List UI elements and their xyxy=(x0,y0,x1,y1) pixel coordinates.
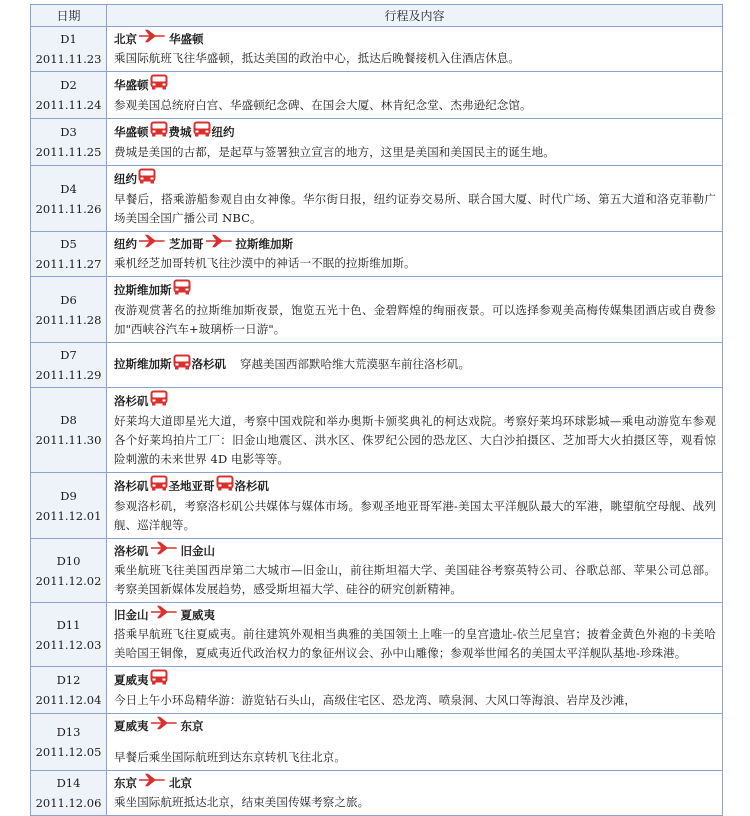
day-description: 早餐后，搭乘游船参观自由女神像。华尔街日报，纽约证券交易所、联合国大厦、时代广场、第五大道和洛克菲勒广场美国全国广播公司 NBC。 xyxy=(114,192,716,225)
city-name: 洛杉矶 xyxy=(114,543,149,558)
route-line xyxy=(114,475,716,497)
bus-icon xyxy=(150,475,168,497)
day-content-cell xyxy=(107,343,723,388)
plane-icon xyxy=(138,29,168,49)
city-name: 旧金山 xyxy=(114,607,149,622)
city-name: 洛杉矶 xyxy=(114,478,149,493)
city-name: 夏威夷 xyxy=(114,672,149,687)
trip-date: 2011.12.05 xyxy=(35,745,102,759)
trip-date: 2011.11.25 xyxy=(35,145,102,159)
content-header: 行程及内容 xyxy=(107,5,723,27)
day-number: D13 xyxy=(56,725,81,739)
bus-icon xyxy=(150,74,168,96)
day-date-cell xyxy=(31,388,107,473)
bus-icon xyxy=(173,354,191,376)
city-name: 纽约 xyxy=(114,171,137,186)
day-date-cell xyxy=(31,667,107,714)
itinerary-row xyxy=(31,27,723,72)
city-name: 夏威夷 xyxy=(114,718,149,733)
trip-date: 2011.12.01 xyxy=(35,508,102,523)
itinerary-row xyxy=(31,714,723,771)
itinerary-row xyxy=(31,232,723,277)
plane-icon xyxy=(138,773,168,793)
date-header: 日期 xyxy=(31,5,107,27)
day-number: D12 xyxy=(56,673,81,687)
route-line xyxy=(114,279,716,301)
bus-icon xyxy=(150,121,168,143)
bus-icon xyxy=(150,669,168,691)
plane-icon xyxy=(205,234,235,254)
city-name: 北京 xyxy=(114,31,137,46)
trip-date: 2011.12.04 xyxy=(35,693,102,707)
day-number: D9 xyxy=(60,488,77,503)
itinerary-row xyxy=(31,473,723,539)
bus-icon xyxy=(150,390,168,412)
bus-icon xyxy=(193,121,211,143)
day-date-cell xyxy=(31,539,107,603)
city-name: 东京 xyxy=(114,775,137,790)
trip-date: 2011.11.24 xyxy=(35,98,102,112)
day-date-cell xyxy=(31,603,107,667)
day-date-cell xyxy=(31,714,107,771)
day-content-cell xyxy=(107,166,723,232)
plane-icon xyxy=(150,541,180,561)
itinerary-row xyxy=(31,388,723,473)
day-number: D2 xyxy=(60,78,77,92)
trip-date: 2011.11.30 xyxy=(35,433,102,447)
itinerary-row xyxy=(31,603,723,667)
itinerary-row xyxy=(31,539,723,603)
plane-icon xyxy=(150,605,180,625)
day-content-cell xyxy=(107,667,723,714)
trip-date: 2011.11.26 xyxy=(35,201,102,216)
trip-date: 2011.12.03 xyxy=(35,637,102,652)
day-description: 参观美国总统府白宫、华盛顿纪念碑、在国会大厦、林肯纪念堂、杰弗逊纪念馆。 xyxy=(114,98,532,112)
itinerary-row xyxy=(31,343,723,388)
city-name: 洛杉矶 xyxy=(191,357,226,371)
day-number: D14 xyxy=(56,776,81,790)
bus-icon xyxy=(138,168,156,190)
day-number: D4 xyxy=(60,181,77,196)
trip-date: 2011.11.23 xyxy=(35,52,102,66)
city-name: 拉斯维加斯 xyxy=(114,282,172,297)
plane-icon xyxy=(138,234,168,254)
header-row xyxy=(31,5,723,27)
day-number: D10 xyxy=(56,553,81,568)
city-name: 北京 xyxy=(169,775,192,790)
day-number: D11 xyxy=(56,617,81,632)
day-description: 乘坐航班飞往美国西岸第二大城市—旧金山，前往斯坦福大学、美国硅谷考察英特公司、谷歌总部、苹果公司总部。考察美国新媒体发展趋势，感受斯坦福大学、硅谷的研究创新精神。 xyxy=(114,563,716,596)
city-name: 洛杉矶 xyxy=(114,393,149,408)
day-number: D1 xyxy=(60,32,77,46)
day-date-cell xyxy=(31,166,107,232)
day-description: 夜游观赏著名的拉斯维加斯夜景，饱览五光十色、金碧辉煌的绚丽夜景。可以选择参观美高梅传媒集团酒店或自费参加"西峡谷汽车+玻璃桥一日游"。 xyxy=(114,303,716,336)
bus-icon xyxy=(216,475,234,497)
day-content-cell xyxy=(107,72,723,119)
day-number: D6 xyxy=(60,292,77,307)
city-name: 旧金山 xyxy=(180,543,215,558)
itinerary-row xyxy=(31,119,723,166)
route-line xyxy=(114,29,716,49)
day-content-cell xyxy=(107,27,723,72)
city-name: 东京 xyxy=(180,718,204,733)
city-name: 夏威夷 xyxy=(180,607,215,622)
city-name: 华盛顿 xyxy=(169,31,204,46)
trip-date: 2011.11.28 xyxy=(35,312,102,327)
day-number: D8 xyxy=(60,413,77,427)
day-description: 费城是美国的古都，是起草与签署独立宣言的地方，这里是美国和美国民主的诞生地。 xyxy=(114,145,555,159)
trip-date: 2011.12.06 xyxy=(35,796,102,810)
day-number: D5 xyxy=(60,237,77,251)
city-name: 纽约 xyxy=(114,236,137,251)
day-date-cell xyxy=(31,343,107,388)
city-name: 拉斯维加斯 xyxy=(235,236,293,251)
route-line xyxy=(114,605,716,625)
day-description: 乘机经芝加哥转机飞往沙漠中的神话一不眠的拉斯维加斯。 xyxy=(114,256,416,270)
itinerary-row xyxy=(31,166,723,232)
day-description: 好莱坞大道即星光大道，考察中国戏院和举办奥斯卡颁奖典礼的柯达戏院。考察好莱坞环球影城—乘电动游览车参观各个好莱坞拍片工厂：旧金山地震区、洪水区、侏罗纪公园的恐龙区、大白沙拍摄区、芝加哥大火拍摄区等，观看惊险刺激的未来世界 4D 电影等等。 xyxy=(114,414,716,466)
route-line xyxy=(114,168,716,190)
day-number: D3 xyxy=(60,125,77,139)
day-content-cell xyxy=(107,277,723,343)
trip-date: 2011.11.27 xyxy=(35,257,102,271)
day-date-cell xyxy=(31,232,107,277)
day-description: 穿越美国西部默哈维大荒漠驱车前往洛杉矶。 xyxy=(240,357,470,371)
city-name: 拉斯维加斯 xyxy=(114,357,172,371)
route-line xyxy=(114,669,716,691)
bus-icon xyxy=(173,279,191,301)
day-content-cell xyxy=(107,119,723,166)
trip-date: 2011.12.02 xyxy=(35,573,102,588)
day-content-cell xyxy=(107,714,723,771)
city-name: 费城 xyxy=(168,124,192,139)
day-date-cell xyxy=(31,771,107,816)
day-content-cell xyxy=(107,473,723,539)
city-name: 洛杉矶 xyxy=(234,478,269,493)
route-line xyxy=(114,234,716,254)
day-description: 搭乘早航班飞往夏威夷。前往建筑外观相当典雅的美国领土上唯一的皇宫遗址-依兰尼皇宫；披着金黄色外袍的卡美哈美哈国王铜像，夏威夷近代政治权力的象征州议会、孙中山雕像；参观举世闻名的美国太平洋舰队基地-珍珠港。 xyxy=(114,627,716,660)
day-date-cell xyxy=(31,277,107,343)
city-name: 圣地亚哥 xyxy=(168,478,215,493)
day-content-cell xyxy=(107,771,723,816)
itinerary-row xyxy=(31,277,723,343)
route-line xyxy=(114,716,716,736)
route-line xyxy=(114,121,716,143)
itinerary-row xyxy=(31,72,723,119)
itinerary-table xyxy=(30,4,723,816)
city-name: 纽约 xyxy=(211,124,235,139)
day-description: 乘国际航班飞往华盛顿，抵达美国的政治中心，抵达后晚餐接机入住酒店休息。 xyxy=(114,51,520,65)
day-description: 早餐后乘坐国际航班到达东京转机飞往北京。 xyxy=(114,750,346,764)
day-date-cell xyxy=(31,473,107,539)
plane-icon xyxy=(150,716,180,736)
route-line xyxy=(114,354,716,376)
route-line xyxy=(114,74,716,96)
day-content-cell xyxy=(107,232,723,277)
city-name: 华盛顿 xyxy=(114,124,149,139)
day-content-cell xyxy=(107,539,723,603)
day-content-cell xyxy=(107,388,723,473)
route-line xyxy=(114,773,716,793)
day-date-cell xyxy=(31,27,107,72)
day-description: 参观洛杉矶，考察洛杉矶公共媒体与媒体市场。参观圣地亚哥军港-美国太平洋舰队最大的军港，眺望航空母舰、战列舰、巡洋舰等。 xyxy=(114,499,716,532)
trip-date: 2011.11.29 xyxy=(35,368,102,382)
itinerary-row xyxy=(31,667,723,714)
day-date-cell xyxy=(31,119,107,166)
day-date-cell xyxy=(31,72,107,119)
itinerary-row xyxy=(31,771,723,816)
day-description: 乘坐国际航班抵达北京，结束美国传媒考察之旅。 xyxy=(114,795,370,809)
city-name: 华盛顿 xyxy=(114,77,149,92)
city-name: 芝加哥 xyxy=(169,236,204,251)
day-content-cell xyxy=(107,603,723,667)
route-line xyxy=(114,541,716,561)
day-number: D7 xyxy=(60,348,77,362)
route-line xyxy=(114,390,716,412)
day-description: 今日上午小环岛精华游：游览钻石头山，高级住宅区、恐龙湾、喷泉洞、大风口等海浪、岩岸及沙滩， xyxy=(114,693,636,707)
itinerary-body xyxy=(31,27,723,816)
